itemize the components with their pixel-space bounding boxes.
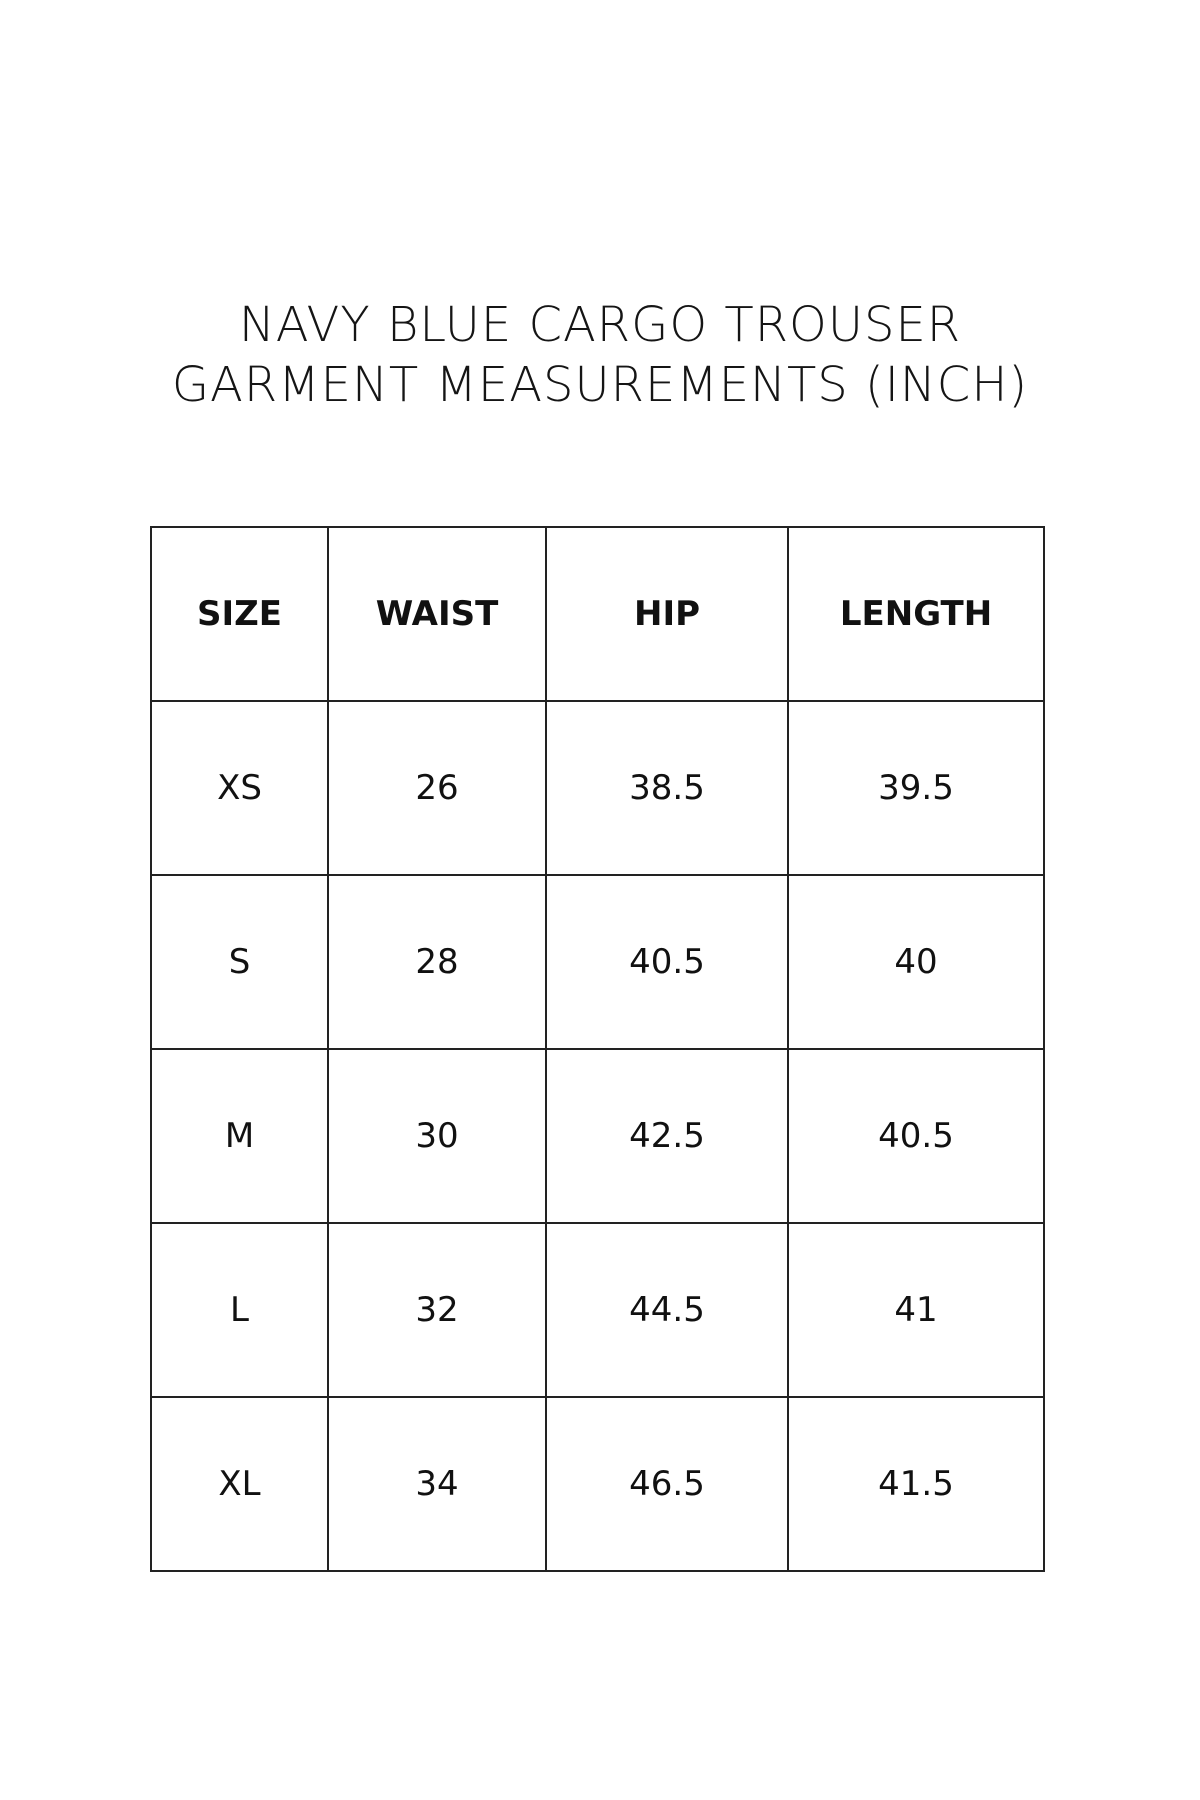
table-row	[151, 701, 1044, 875]
table-row	[151, 1049, 1044, 1223]
page-title	[0, 295, 1200, 415]
title-line-2: GARMENT MEASUREMENTS (INCH)	[171, 357, 1029, 413]
cell-length: 39.5	[788, 701, 1044, 875]
size-chart-table	[150, 526, 1045, 1572]
header-size: SIZE	[151, 527, 328, 701]
table-row	[151, 1397, 1044, 1571]
cell-length: 40.5	[788, 1049, 1044, 1223]
cell-waist: 26	[328, 701, 546, 875]
cell-hip: 38.5	[546, 701, 788, 875]
cell-size: S	[151, 875, 328, 1049]
cell-waist: 28	[328, 875, 546, 1049]
cell-length: 40	[788, 875, 1044, 1049]
cell-hip: 40.5	[546, 875, 788, 1049]
header-hip: HIP	[546, 527, 788, 701]
table-row	[151, 875, 1044, 1049]
cell-length: 41.5	[788, 1397, 1044, 1571]
cell-size: M	[151, 1049, 328, 1223]
header-length: LENGTH	[788, 527, 1044, 701]
cell-hip: 44.5	[546, 1223, 788, 1397]
cell-size: XL	[151, 1397, 328, 1571]
cell-size: XS	[151, 701, 328, 875]
cell-hip: 42.5	[546, 1049, 788, 1223]
cell-hip: 46.5	[546, 1397, 788, 1571]
table-row	[151, 1223, 1044, 1397]
cell-waist: 30	[328, 1049, 546, 1223]
title-line-1: NAVY BLUE CARGO TROUSER	[238, 297, 962, 353]
cell-size: L	[151, 1223, 328, 1397]
cell-waist: 34	[328, 1397, 546, 1571]
header-waist: WAIST	[328, 527, 546, 701]
cell-length: 41	[788, 1223, 1044, 1397]
table-header-row	[151, 527, 1044, 701]
cell-waist: 32	[328, 1223, 546, 1397]
